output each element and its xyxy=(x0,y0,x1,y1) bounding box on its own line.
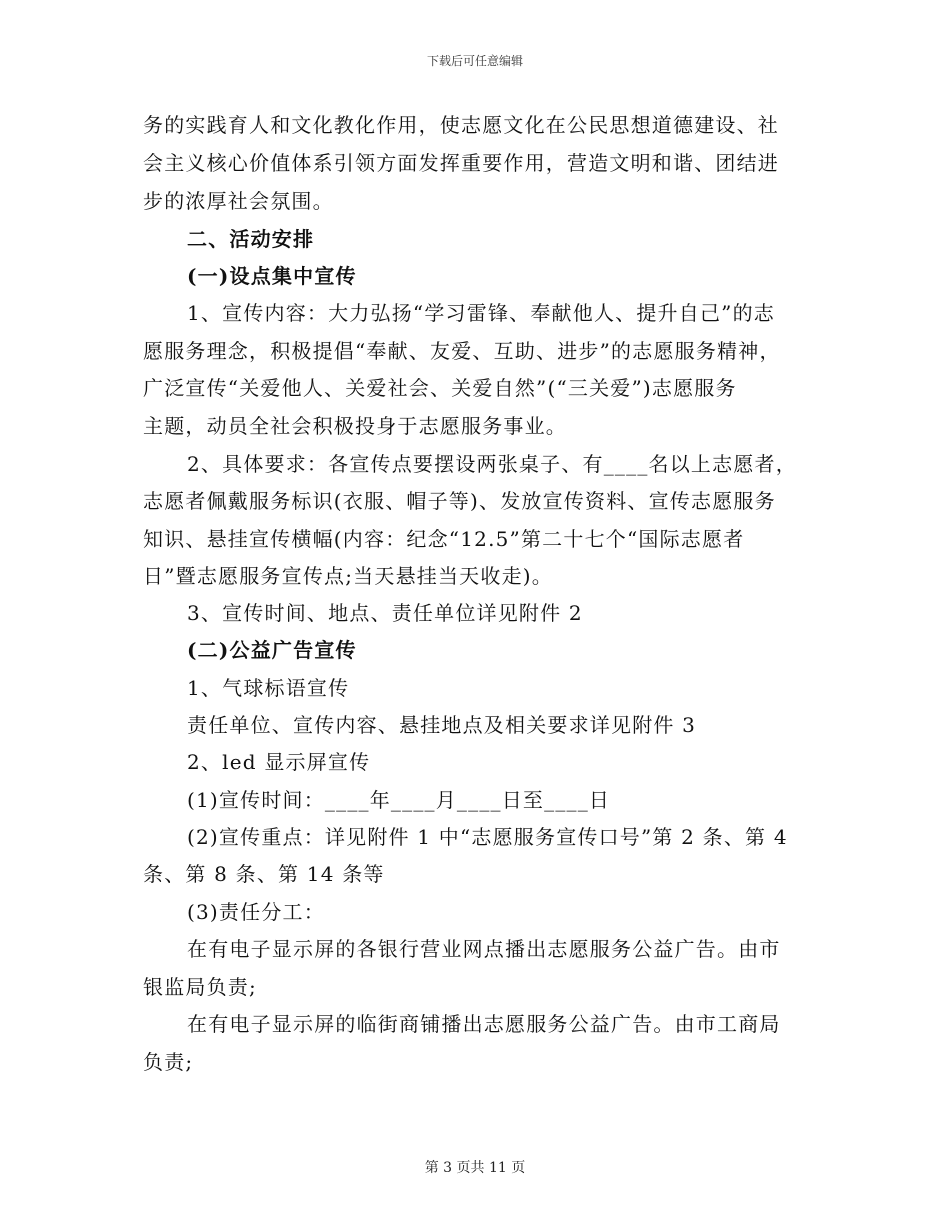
paragraph-line: 主题，动员全社会积极投身于志愿服务事业。 xyxy=(143,414,567,438)
paragraph-line: 1、气球标语宣传 xyxy=(187,676,350,700)
paragraph-line: 会主义核心价值体系引领方面发挥重要作用，营造文明和谐、团结进 xyxy=(143,151,779,175)
paragraph-line: 在有电子显示屏的临街商铺播出志愿服务公益广告。由市工商局 xyxy=(187,1012,781,1036)
paragraph-line: (2)宣传重点：详见附件 1 中“志愿服务宣传口号”第 2 条、第 4 xyxy=(187,825,788,849)
subsection-heading: (二)公益广告宣传 xyxy=(187,638,357,662)
section-heading: 二、活动安排 xyxy=(187,227,315,251)
subsection-heading: (一)设点集中宣传 xyxy=(187,264,357,288)
paragraph-line: 广泛宣传“关爱他人、关爱社会、关爱自然”(“三关爱”)志愿服务 xyxy=(143,376,737,400)
paragraph-line: (3)责任分工： xyxy=(187,900,325,924)
paragraph-line: 知识、悬挂宣传横幅(内容：纪念“12.5”第二十七个“国际志愿者 xyxy=(143,527,745,551)
paragraph-line: 愿服务理念，积极提倡“奉献、友爱、互助、进步”的志愿服务精神， xyxy=(143,339,781,363)
paragraph-line: 志愿者佩戴服务标识(衣服、帽子等)、发放宣传资料、宣传志愿服务 xyxy=(143,489,776,513)
paragraph-line: 3、宣传时间、地点、责任单位详见附件 2 xyxy=(187,601,583,625)
paragraph-line: 在有电子显示屏的各银行营业网点播出志愿服务公益广告。由市 xyxy=(187,937,781,961)
paragraph-line: 步的浓厚社会氛围。 xyxy=(143,189,334,213)
paragraph-line: 条、第 8 条、第 14 条等 xyxy=(143,862,385,886)
paragraph-line: 务的实践育人和文化教化作用，使志愿文化在公民思想道德建设、社 xyxy=(143,113,779,137)
page-footer: 第 3 页共 11 页 xyxy=(424,1160,526,1176)
page-header: 下载后可任意编辑 xyxy=(426,54,523,68)
paragraph-line: 责任单位、宣传内容、悬挂地点及相关要求详见附件 3 xyxy=(187,713,697,737)
paragraph-line: 银监局负责; xyxy=(143,975,257,999)
paragraph-line: 2、led 显示屏宣传 xyxy=(187,750,371,774)
paragraph-line: 1、宣传内容：大力弘扬“学习雷锋、奉献他人、提升自己”的志 xyxy=(187,301,775,325)
paragraph-line: 2、具体要求：各宣传点要摆设两张桌子、有____名以上志愿者， xyxy=(187,452,797,476)
paragraph-line: (1)宣传时间：____年____月____日至____日 xyxy=(187,788,611,812)
paragraph-line: 日”暨志愿服务宣传点;当天悬挂当天收走)。 xyxy=(143,564,553,588)
paragraph-line: 负责; xyxy=(143,1050,194,1074)
